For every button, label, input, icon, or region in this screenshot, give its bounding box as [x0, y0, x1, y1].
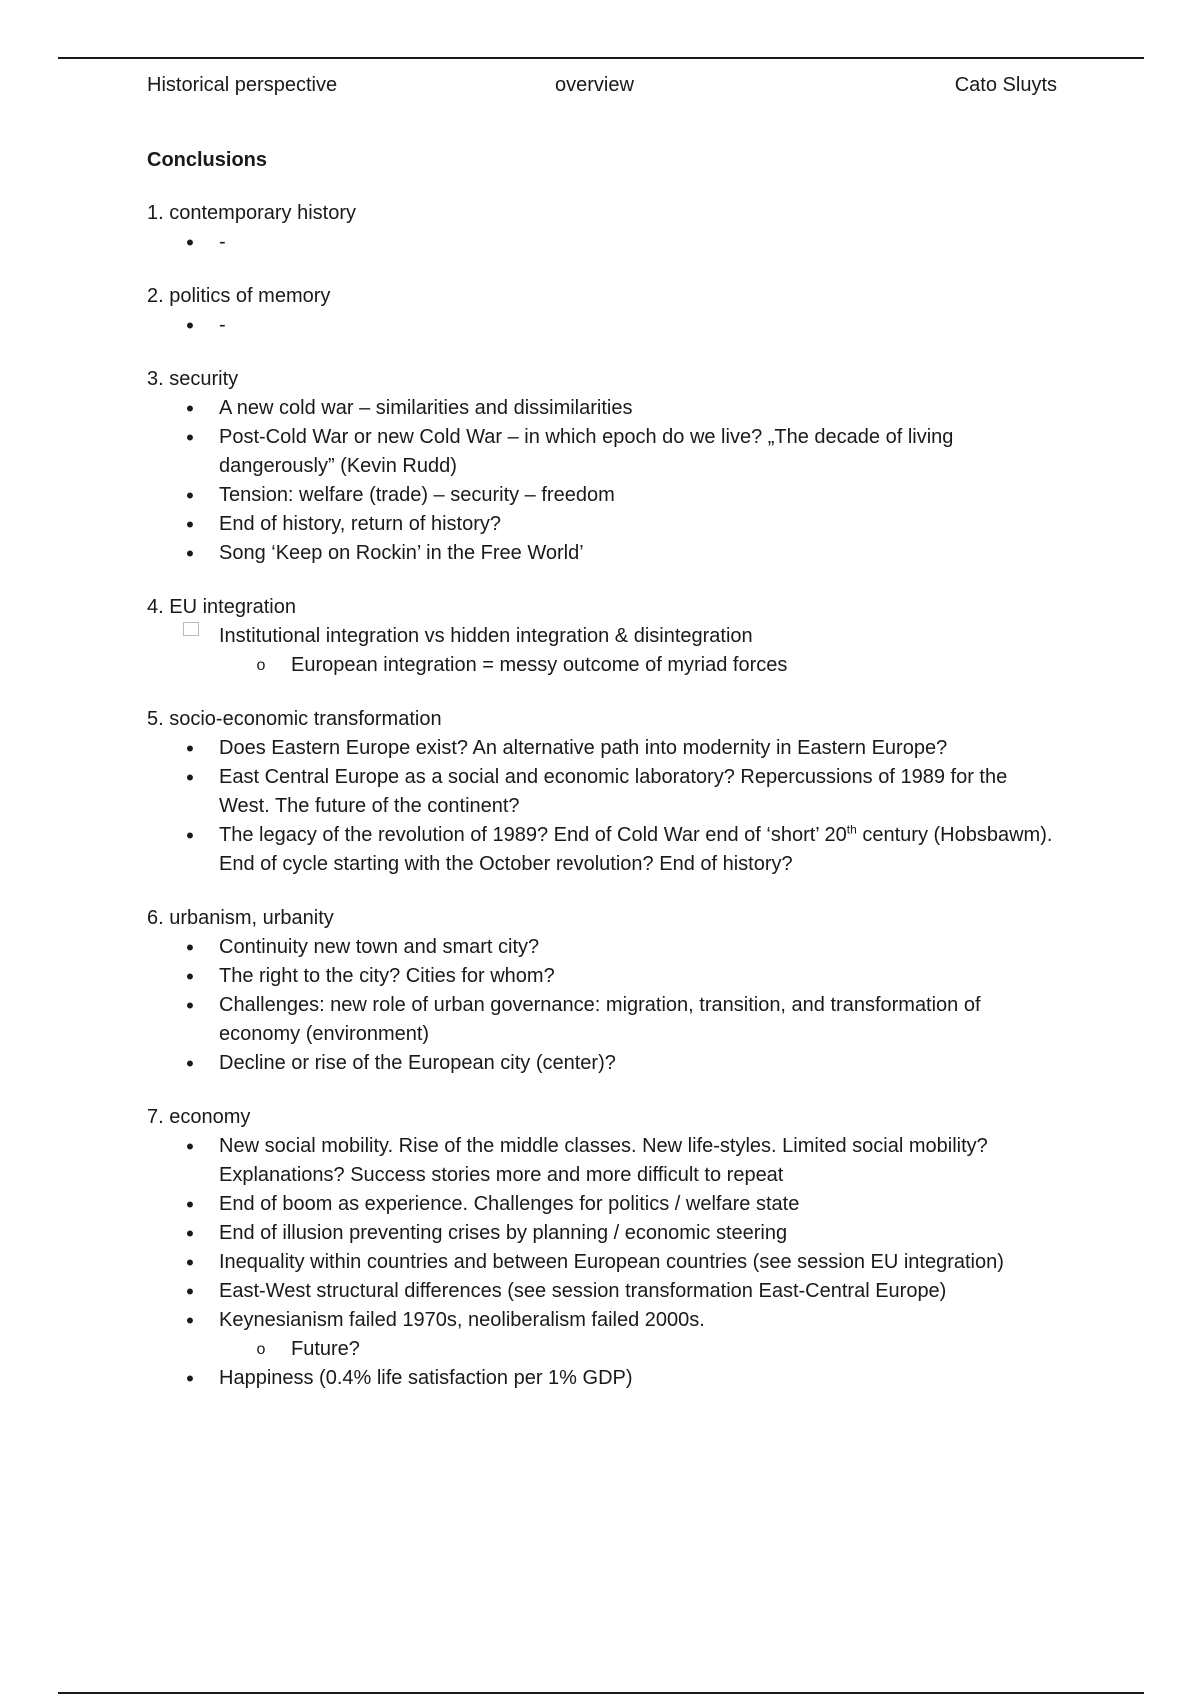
bullet-icon: [183, 763, 197, 794]
list-item-text: Institutional integration vs hidden integration & disintegration: [219, 625, 753, 647]
list-item-text: Keynesianism failed 1970s, neoliberalism failed 2000s.: [219, 1309, 705, 1331]
bullet-icon: [183, 311, 197, 342]
section-title: 7. economy: [147, 1106, 251, 1128]
list-item: [147, 763, 1057, 821]
section-title: 6. urbanism, urbanity: [147, 907, 334, 929]
list-item-text: Happiness (0.4% life satisfaction per 1% GDP): [219, 1367, 633, 1389]
bullet-list: [147, 311, 1057, 340]
sub-list: [219, 1335, 1057, 1364]
list-item: [147, 423, 1057, 481]
bullet-icon: [183, 734, 197, 765]
section-security: [147, 365, 1057, 568]
sub-list-item: [219, 1335, 1057, 1364]
list-item: [147, 933, 1057, 962]
header-rule: [58, 57, 1144, 59]
list-item: [147, 1219, 1057, 1248]
list-item-text: Tension: welfare (trade) – security – freedom: [219, 484, 615, 506]
list-item: [147, 394, 1057, 423]
bullet-icon: [183, 394, 197, 425]
list-item-text: New social mobility. Rise of the middle classes. New life-styles. Limited social mobility? Explanations? Success stories more and more difficult to repeat: [219, 1135, 988, 1186]
list-item: [147, 539, 1057, 568]
list-item: [147, 622, 1057, 680]
bullet-icon: [183, 821, 197, 852]
section-title: 4. EU integration: [147, 596, 296, 618]
list-item-text: Challenges: new role of urban governance: migration, transition, and transformation of economy (environment): [219, 994, 981, 1045]
list-item: [147, 1190, 1057, 1219]
list-item-text: Does Eastern Europe exist? An alternative path into modernity in Eastern Europe?: [219, 737, 948, 759]
bullet-list: [147, 394, 1057, 568]
bullet-icon: [183, 1190, 197, 1221]
bullet-list: [147, 734, 1057, 879]
list-item-text: Post-Cold War or new Cold War – in which epoch do we live? „The decade of living dangerously” (Kevin Rudd): [219, 426, 954, 477]
list-item: [147, 228, 1057, 257]
section-socio-economic-transformation: [147, 705, 1057, 879]
document-body: [147, 146, 1057, 1418]
bullet-icon: [183, 510, 197, 541]
bullet-icon: [183, 1364, 197, 1395]
bullet-icon: [183, 228, 197, 259]
section-politics-of-memory: [147, 282, 1057, 340]
sub-list-item: [219, 651, 1057, 680]
list-item-text: End of illusion preventing crises by planning / economic steering: [219, 1222, 788, 1244]
sub-list-item-text: European integration = messy outcome of myriad forces: [291, 654, 788, 676]
section-contemporary-history: [147, 199, 1057, 257]
bullet-icon: [183, 1219, 197, 1250]
bullet-icon: [183, 962, 197, 993]
bullet-icon: [183, 991, 197, 1022]
list-item-text: End of history, return of history?: [219, 513, 501, 535]
bullet-icon: [183, 539, 197, 570]
list-item-text: Decline or rise of the European city (center)?: [219, 1052, 616, 1074]
list-item: [147, 1277, 1057, 1306]
list-item: [147, 1248, 1057, 1277]
bullet-icon: [183, 1277, 197, 1308]
list-item-text: -: [219, 231, 226, 253]
circle-bullet-icon: o: [256, 657, 266, 674]
list-item-text: The right to the city? Cities for whom?: [219, 965, 555, 987]
list-item: [147, 962, 1057, 991]
bullet-icon: [183, 1132, 197, 1163]
list-item: [147, 1306, 1057, 1364]
section-title: 5. socio-economic transformation: [147, 708, 442, 730]
bullet-list: [147, 1132, 1057, 1393]
list-item: [147, 734, 1057, 763]
header-author: Cato Sluyts: [954, 74, 1057, 96]
header-section: overview: [555, 74, 634, 96]
list-item-text-part: century (Hobsbawm). End of cycle starting with the October revolution? End of history?: [219, 824, 1053, 875]
list-item: [147, 510, 1057, 539]
superscript: th: [846, 822, 857, 837]
bullet-icon: [183, 481, 197, 512]
section-title: 3. security: [147, 368, 239, 390]
bullet-icon: [183, 933, 197, 964]
section-economy: [147, 1103, 1057, 1393]
bullet-icon: [183, 1306, 197, 1337]
section-title: 2. politics of memory: [147, 285, 331, 307]
page-header: [147, 74, 1057, 102]
bullet-icon: [183, 1049, 197, 1080]
section-eu-integration: [147, 593, 1057, 680]
bullet-list: [147, 228, 1057, 257]
list-item: [147, 1049, 1057, 1078]
sub-list: [219, 651, 1057, 680]
list-item-text: A new cold war – similarities and dissimilarities: [219, 397, 633, 419]
list-item: [147, 481, 1057, 510]
list-item-text: Song ‘Keep on Rockin’ in the Free World’: [219, 542, 584, 564]
list-item-text: Inequality within countries and between European countries (see session EU integration): [219, 1251, 1004, 1273]
list-item-text: End of boom as experience. Challenges for politics / welfare state: [219, 1193, 800, 1215]
list-item: [147, 821, 1057, 879]
list-item-text: Continuity new town and smart city?: [219, 936, 540, 958]
list-item-text: East-West structural differences (see session transformation East-Central Europe): [219, 1280, 947, 1302]
header-course: Historical perspective: [147, 74, 338, 96]
bullet-list: [147, 622, 1057, 680]
list-item-text: -: [219, 314, 226, 336]
bullet-icon: [183, 1248, 197, 1279]
footer-rule: [58, 1692, 1144, 1694]
list-item: [147, 991, 1057, 1049]
bullet-icon: [183, 423, 197, 454]
bullet-list: [147, 933, 1057, 1078]
list-item-text: East Central Europe as a social and economic laboratory? Repercussions of 1989 for the West. The future of the continent?: [219, 766, 1008, 817]
list-item: [147, 311, 1057, 340]
circle-bullet-icon: o: [256, 1341, 266, 1358]
sub-list-item-text: Future?: [291, 1338, 360, 1360]
list-item: [147, 1132, 1057, 1190]
section-title: 1. contemporary history: [147, 202, 356, 224]
empty-box-icon: [183, 622, 199, 636]
list-item: [147, 1364, 1057, 1393]
section-urbanism: [147, 904, 1057, 1078]
page-title: Conclusions: [147, 149, 268, 171]
list-item-text-part: The legacy of the revolution of 1989? End of Cold War end of ‘short’ 20: [219, 824, 847, 846]
